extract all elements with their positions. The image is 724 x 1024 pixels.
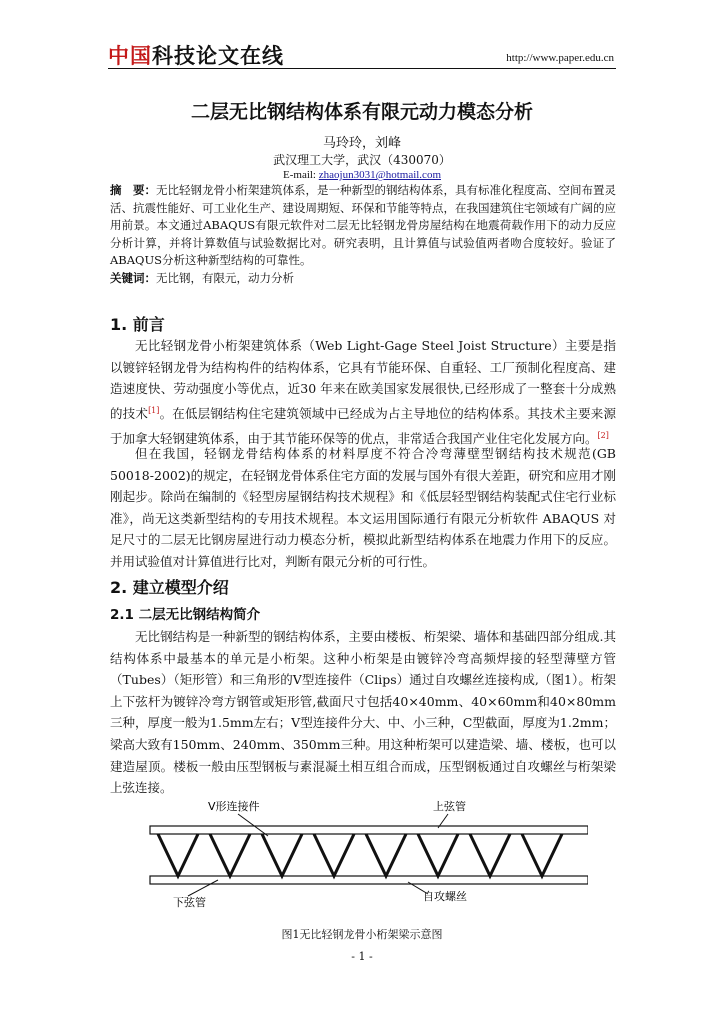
top-chord [150, 826, 588, 834]
email-label: E-mail: [283, 169, 316, 181]
keywords [110, 270, 616, 286]
abstract-text: 无比轻钢龙骨小桁架建筑体系，是一种新型的钢结构体系，具有标准化程度高、空间布置灵活、抗震性能好、可工业化生产、建设周期短、环保和节能等特点，在我国建筑住宅领域有广阔的应用前景。本文通过ABAQUS有限元软件对二层无比轻钢龙骨房屋结构在地震荷载作用下的动力反应分析计算，并将计算数值与试验数据比对。研究表明，且计算值与试验值两者吻合度较好。验证了ABAQUS分析这种新型结构的可靠性。 [110, 183, 616, 267]
figure-caption: 图1无比轻钢龙骨小桁架梁示意图 [281, 928, 443, 941]
section-2-heading: 2. 建立模型介绍 [110, 578, 229, 597]
site-logo [108, 40, 284, 70]
email-link[interactable]: zhaojun3031@hotmail.com [318, 169, 441, 181]
email-line [0, 169, 724, 181]
label-self-tapping-screw: 自攻螺丝 [423, 890, 467, 903]
logo-text: 科技论文在线 [152, 44, 284, 68]
logo-china-text: 中国 [108, 44, 152, 68]
truss-drawing [150, 814, 588, 896]
section-2-1-heading: 2.1 二层无比钢结构简介 [110, 607, 261, 623]
label-top-chord: 上弦管 [433, 800, 466, 813]
paragraph-text: 。在低层钢结构住宅建筑领域中已经成为占主导地位的结构体系。其技术主要来源于加拿大轻钢建筑体系，由于其节能环保等的优点，非常适合我国产业住宅化发展方向。 [110, 405, 616, 446]
section-2-paragraph-1: 无比钢结构是一种新型的钢结构体系，主要由楼板、桁架梁、墙体和基础四部分组成.其结构体系中最基本的单元是小桁架。这种小桁架是由镀锌冷弯高频焊接的轻型薄壁方管（Tubes）（矩形管）和三角形的V型连接件（Clips）通过自攻螺丝连接构成,（图1）。桁架上下弦杆为镀锌冷弯方钢管或矩形管,截面尺寸包括40×40mm、40×60mm和40×80mm三种，厚度一般为1.5mm左右；V型连接件分大、中、小三种，C型截面，厚度为1.2mm；梁高大致有150mm、240mm、350mm三种。用这种桁架可以建造梁、墙、楼板，也可以建造屋顶。楼板一般由压型钢板与素混凝土相互组合而成，压型钢板通过自攻螺丝与桁架梁上弦连接。 [110, 629, 616, 796]
paragraph-text: 无比轻钢龙骨小桁架建筑体系（Web Light-Gage Steel Joist Structure）主要是指以镀锌轻钢龙骨为结构构件的结构体系，它具有节能环保、自重轻、工厂预制化程度高、建造速度快、劳动强度小等优点，近30 年来在欧美国家发展很快,已经形成了一整套十分成熟的技术 [110, 338, 616, 421]
section-1-paragraph-1 [110, 335, 616, 449]
label-v-connector: V形连接件 [208, 800, 260, 813]
bottom-chord [150, 876, 588, 884]
v-connectors [158, 834, 562, 876]
truss-figure [148, 796, 588, 916]
authors: 马玲玲，刘峰 [322, 136, 401, 151]
citation-2[interactable]: [2] [597, 430, 609, 440]
site-url[interactable]: http://www.paper.edu.cn [506, 52, 614, 64]
abstract-label: 摘 要： [110, 183, 156, 197]
page-number: - 1 - [351, 950, 373, 963]
keywords-label: 关键词： [110, 271, 156, 285]
label-bottom-chord: 下弦管 [173, 896, 206, 909]
affiliation: 武汉理工大学，武汉（430070） [273, 153, 451, 167]
abstract [110, 182, 616, 270]
section-1-heading: 1. 前言 [110, 315, 165, 334]
header-divider [108, 68, 616, 69]
paper-title: 二层无比钢结构体系有限元动力模态分析 [190, 101, 533, 123]
section-1-paragraph-2: 但在我国，轻钢龙骨结构体系的材料厚度不符合冷弯薄壁型钢结构技术规范(GB 50018-2002)的规定，在轻钢龙骨体系住宅方面的发展与国外有很大差距，研究和应用才刚刚起步。除尚在编制的《轻型房屋钢结构技术规程》和《低层轻型钢结构装配式住宅行业标准》，尚无这类新型结构的专用技术规程。本文运用国际通行有限元分析软件 ABAQUS 对足尺寸的二层无比钢房屋进行动力模态分析，模拟此新型结构体系在地震力作用下的反应。并用试验值对计算值进行比对，判断有限元分析的可行性。 [110, 446, 616, 569]
citation-1[interactable]: [1] [148, 405, 160, 415]
keywords-text: 无比钢，有限元，动力分析 [156, 271, 294, 285]
